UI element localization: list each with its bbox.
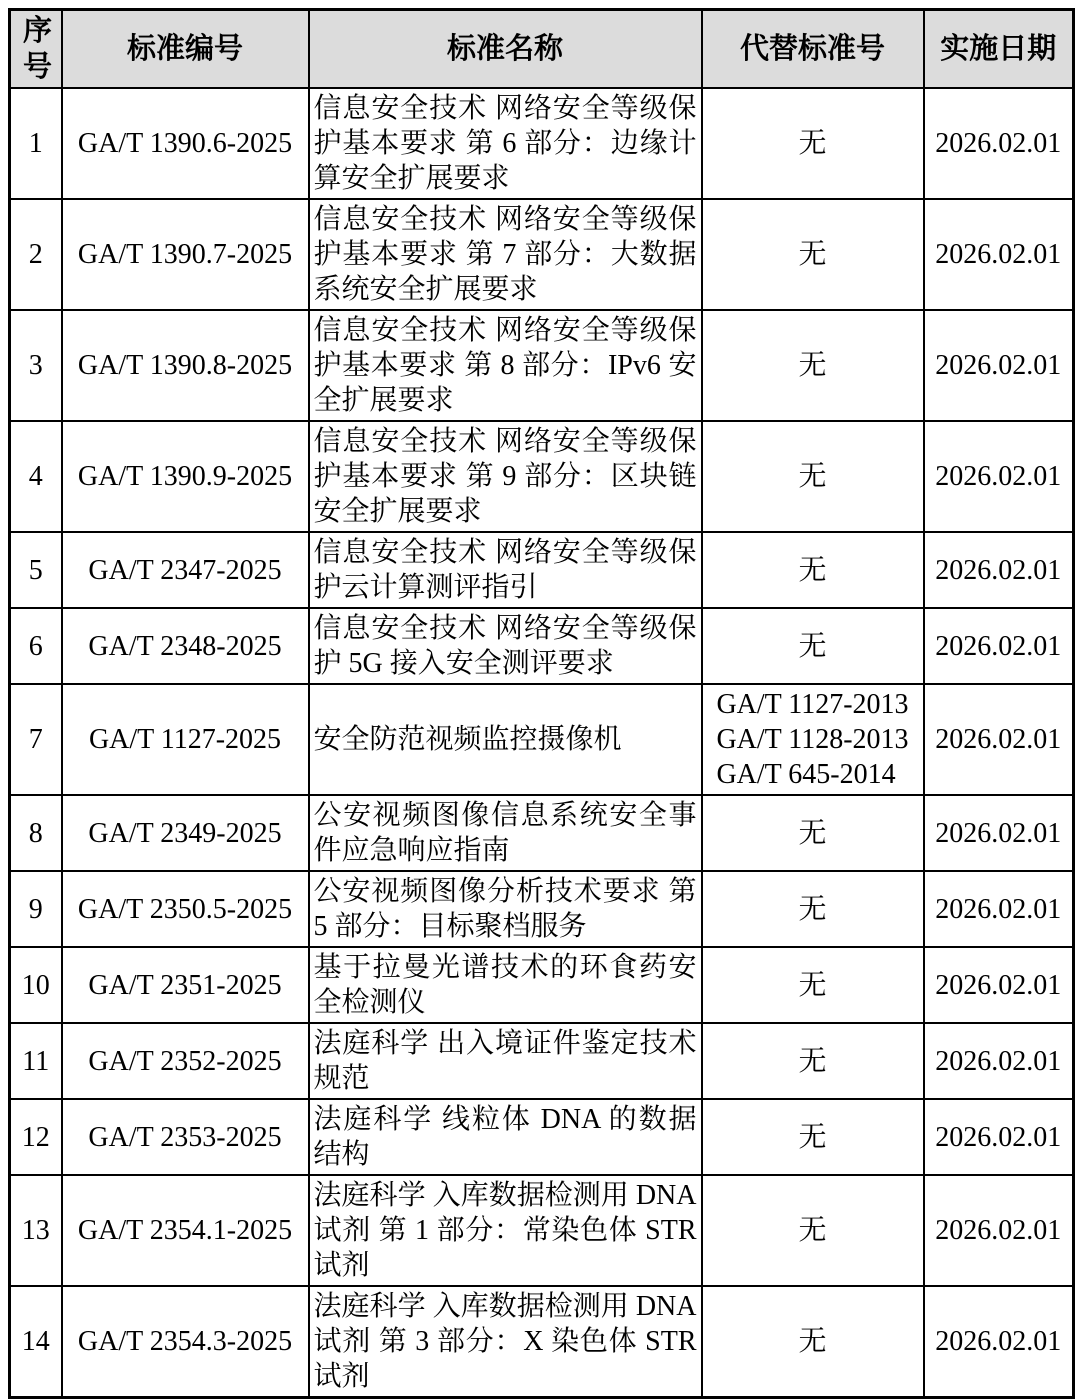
cell-code: GA/T 2353-2025 [62,1099,309,1175]
cell-seq: 8 [10,795,62,871]
cell-name: 公安视频图像信息系统安全事件应急响应指南 [309,795,702,871]
cell-replaced: 无 [702,871,924,947]
table-header [10,10,1074,89]
cell-name: 信息安全技术 网络安全等级保护基本要求 第 6 部分：边缘计算安全扩展要求 [309,88,702,199]
cell-seq: 9 [10,871,62,947]
cell-code: GA/T 2349-2025 [62,795,309,871]
cell-date: 2026.02.01 [924,871,1074,947]
cell-replaced: 无 [702,1175,924,1286]
cell-seq: 10 [10,947,62,1023]
cell-seq: 11 [10,1023,62,1099]
cell-name: 信息安全技术 网络安全等级保护基本要求 第 9 部分：区块链安全扩展要求 [309,421,702,532]
replaced-standard: GA/T 1127-2013 [716,689,909,720]
cell-code: GA/T 2354.3-2025 [62,1286,309,1398]
cell-date: 2026.02.01 [924,532,1074,608]
cell-replaced: 无 [702,421,924,532]
cell-code: GA/T 2350.5-2025 [62,871,309,947]
cell-date: 2026.02.01 [924,88,1074,199]
cell-code: GA/T 2351-2025 [62,947,309,1023]
cell-date: 2026.02.01 [924,421,1074,532]
header-code: 标准编号 [62,10,309,89]
cell-name: 信息安全技术 网络安全等级保护基本要求 第 8 部分：IPv6 安全扩展要求 [309,310,702,421]
cell-replaced: 无 [702,1286,924,1398]
header-replaced: 代替标准号 [702,10,924,89]
cell-seq: 14 [10,1286,62,1398]
cell-name: 公安视频图像分析技术要求 第 5 部分：目标聚档服务 [309,871,702,947]
cell-name: 基于拉曼光谱技术的环食药安全检测仪 [309,947,702,1023]
cell-replaced: 无 [702,608,924,684]
cell-replaced: 无 [702,1023,924,1099]
header-name: 标准名称 [309,10,702,89]
cell-code: GA/T 2352-2025 [62,1023,309,1099]
replaced-standards-list [716,687,908,792]
cell-seq: 4 [10,421,62,532]
cell-date: 2026.02.01 [924,1023,1074,1099]
cell-date: 2026.02.01 [924,684,1074,795]
cell-date: 2026.02.01 [924,1175,1074,1286]
cell-date: 2026.02.01 [924,1099,1074,1175]
table-row [10,1175,1074,1286]
table-row [10,871,1074,947]
cell-name: 法庭科学 入库数据检测用 DNA 试剂 第 1 部分：常染色体 STR 试剂 [309,1175,702,1286]
table-row [10,608,1074,684]
cell-replaced: 无 [702,947,924,1023]
cell-code: GA/T 2348-2025 [62,608,309,684]
cell-seq: 12 [10,1099,62,1175]
cell-replaced: 无 [702,795,924,871]
cell-name: 信息安全技术 网络安全等级保护云计算测评指引 [309,532,702,608]
header-date: 实施日期 [924,10,1074,89]
table-row [10,199,1074,310]
cell-replaced: 无 [702,310,924,421]
cell-name: 信息安全技术 网络安全等级保护 5G 接入安全测评要求 [309,608,702,684]
replaced-standard: GA/T 1128-2013 [716,724,909,755]
cell-date: 2026.02.01 [924,795,1074,871]
cell-replaced [702,684,924,795]
cell-date: 2026.02.01 [924,608,1074,684]
table-row [10,1023,1074,1099]
cell-replaced: 无 [702,532,924,608]
table-row [10,947,1074,1023]
cell-name: 法庭科学 线粒体 DNA 的数据结构 [309,1099,702,1175]
cell-code: GA/T 1127-2025 [62,684,309,795]
replaced-standard: GA/T 645-2014 [716,759,896,790]
cell-code: GA/T 2354.1-2025 [62,1175,309,1286]
cell-code: GA/T 1390.8-2025 [62,310,309,421]
cell-name: 法庭科学 出入境证件鉴定技术规范 [309,1023,702,1099]
cell-date: 2026.02.01 [924,1286,1074,1398]
cell-replaced: 无 [702,199,924,310]
table-body [10,88,1074,1398]
cell-date: 2026.02.01 [924,199,1074,310]
table-row [10,795,1074,871]
cell-code: GA/T 2347-2025 [62,532,309,608]
cell-seq: 3 [10,310,62,421]
cell-date: 2026.02.01 [924,947,1074,1023]
header-seq: 序号 [10,10,62,89]
cell-date: 2026.02.01 [924,310,1074,421]
cell-seq: 1 [10,88,62,199]
cell-seq: 6 [10,608,62,684]
cell-seq: 2 [10,199,62,310]
cell-code: GA/T 1390.6-2025 [62,88,309,199]
cell-code: GA/T 1390.7-2025 [62,199,309,310]
cell-name: 法庭科学 入库数据检测用 DNA 试剂 第 3 部分：X 染色体 STR 试剂 [309,1286,702,1398]
cell-code: GA/T 1390.9-2025 [62,421,309,532]
cell-name: 安全防范视频监控摄像机 [309,684,702,795]
cell-seq: 13 [10,1175,62,1286]
standards-table [8,8,1075,1399]
cell-seq: 5 [10,532,62,608]
header-row [10,10,1074,89]
table-row [10,421,1074,532]
cell-name: 信息安全技术 网络安全等级保护基本要求 第 7 部分：大数据系统安全扩展要求 [309,199,702,310]
table-row [10,310,1074,421]
cell-replaced: 无 [702,88,924,199]
table-row [10,1099,1074,1175]
table-row [10,684,1074,795]
table-row [10,88,1074,199]
table-row [10,1286,1074,1398]
cell-replaced: 无 [702,1099,924,1175]
cell-seq: 7 [10,684,62,795]
table-row [10,532,1074,608]
